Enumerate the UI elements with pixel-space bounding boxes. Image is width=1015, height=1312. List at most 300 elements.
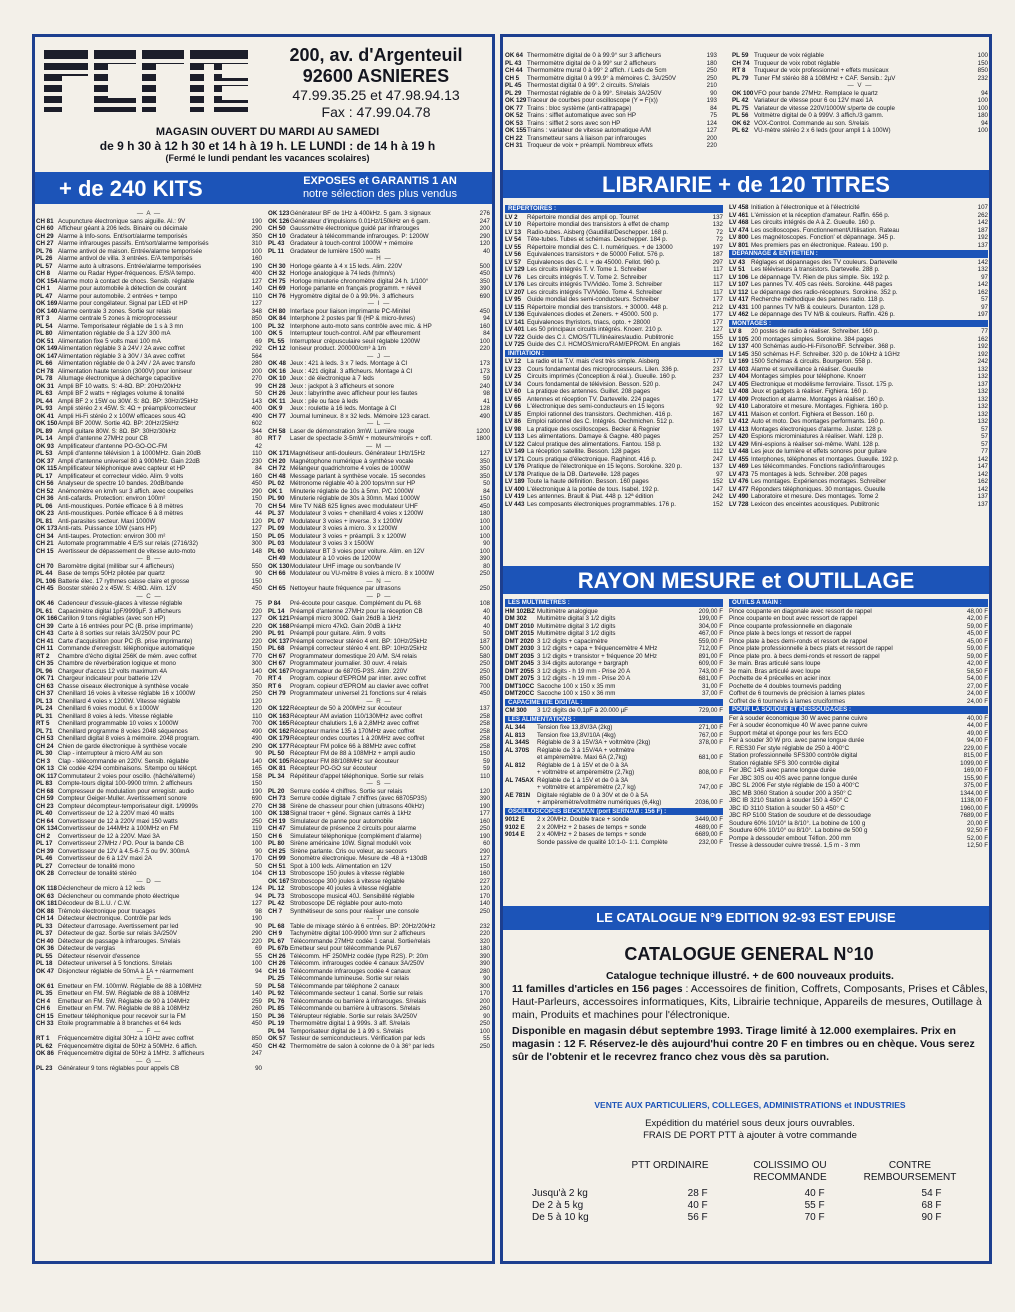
item-description: Clap - interrupteur à micro A/M au son <box>58 750 163 757</box>
list-item <box>36 570 262 578</box>
list-item <box>268 503 490 511</box>
list-item <box>505 334 723 342</box>
item-price: 681,00 F <box>698 754 723 761</box>
list-item <box>505 251 723 259</box>
item-code: LV 8 <box>729 328 742 335</box>
list-item <box>729 722 988 730</box>
item-description: Baromètre digital (millibar sur 4 afficheurs) <box>58 562 175 570</box>
list-item <box>36 1005 262 1013</box>
item-code: PL 07 <box>268 517 285 525</box>
list-item <box>36 720 262 728</box>
item-price: 197 <box>712 425 723 433</box>
list-item <box>268 240 490 248</box>
list-item <box>268 833 490 841</box>
list-item <box>505 105 717 113</box>
list-item <box>505 75 717 83</box>
list-item <box>268 1005 490 1013</box>
opening-hours <box>40 126 495 164</box>
list-item <box>268 878 490 886</box>
item-description: Digitale réglable de 0 à 30V et de 0 à 5A <box>537 791 649 799</box>
item-code: RT 1 <box>36 1035 50 1042</box>
list-item <box>268 398 490 406</box>
list-item <box>729 675 988 683</box>
item-price: 132 <box>977 388 988 395</box>
list-item <box>268 360 490 368</box>
list-item <box>268 488 490 496</box>
item-code: OK 37 <box>36 457 54 465</box>
list-item <box>268 210 490 218</box>
item-price: 850 <box>479 675 490 682</box>
list-item <box>36 495 262 503</box>
item-code: OK 51 <box>36 337 54 345</box>
item-price: 69 <box>255 337 262 345</box>
item-price: 150 <box>251 532 262 540</box>
item-description: 3 3/4 digits autorange + bargraph <box>537 660 629 667</box>
item-code: CH 99 <box>268 855 286 862</box>
item-description: Détecteur de verglas <box>58 945 116 952</box>
item-price: 97 <box>716 470 723 478</box>
item-description: Télécommande 27MHz codée 1 canal. Sortie/relais <box>290 937 431 945</box>
item-code: PL 17 <box>36 472 53 480</box>
list-item <box>505 645 723 653</box>
item-price: 167 <box>712 418 723 425</box>
item-price: 27,00 F <box>967 682 988 690</box>
shipping-price: 56 F <box>687 1212 708 1223</box>
item-description: JBC RP 5100 Station de soudure et de dessoudage <box>729 812 871 819</box>
item-description: JBC MB 3060 Station à souder 200 à 350° C <box>729 789 852 797</box>
item-price: 290 <box>251 930 262 937</box>
item-description: Thermomètre mural 0 à 99° 2 affich. / Leds de 5cm <box>527 67 667 74</box>
list-item <box>36 428 262 436</box>
item-code: PL 12 <box>268 885 285 892</box>
list-item <box>36 818 262 826</box>
item-code: CH 10 <box>268 232 286 240</box>
item-code: CH 4 <box>36 997 51 1005</box>
item-description: Gaussmètre électronique guidé par infrarouges <box>290 225 420 232</box>
shipping-header-ptt: PTT ORDINAIRE <box>631 1160 709 1171</box>
item-price <box>689 792 723 800</box>
item-price: 148 <box>251 547 262 555</box>
item-price: 378,00 F <box>698 739 723 746</box>
section-subheading: POUR LA SOUDER ET DESSOUDAGES : <box>729 706 988 714</box>
item-price: 400 <box>251 270 262 277</box>
list-item <box>505 463 723 471</box>
item-price: 450 <box>479 690 490 697</box>
list-item <box>505 615 723 623</box>
item-description: Tension fixe 13,8V/10A (4kg) <box>537 731 616 739</box>
item-price: 467,00 F <box>698 630 723 637</box>
list-item <box>505 839 723 847</box>
list-item <box>732 127 988 135</box>
item-code: PL 53 <box>36 450 53 457</box>
item-price: 690 <box>251 795 262 802</box>
item-description: Les téléviseurs à transistors. Dartevelle. 288 p. <box>751 266 880 273</box>
catalogue-description <box>512 970 988 1064</box>
item-code: 9102 E <box>505 823 525 831</box>
item-code: LV 468 <box>729 219 749 226</box>
list-item <box>36 675 262 683</box>
item-code: CH 6 <box>268 832 283 840</box>
item-description: Carte à 16 entrées pour PC (B. prise imprimante) <box>58 622 193 630</box>
item-description: Mélangeur quadrichrome 4 voies de 1000W <box>290 465 411 472</box>
list-item <box>36 983 262 991</box>
shipping-price: 40 F <box>687 1200 708 1211</box>
item-code: LV 410 <box>729 403 749 410</box>
item-description: Thermomètre digital de 0 à 99.9° sur 3 afficheurs <box>527 52 662 59</box>
list-item <box>505 112 717 120</box>
list-item <box>36 788 262 796</box>
list-item <box>268 975 490 983</box>
store-address <box>256 44 496 120</box>
item-description: Sirène parlante. Cris ou voleur, au secours <box>290 847 407 855</box>
item-code: PL 89 <box>36 427 53 435</box>
item-price: 120 <box>479 240 490 247</box>
list-item <box>729 690 988 698</box>
shipping-table-header <box>500 1160 990 1184</box>
item-description: Sirène de chasseur pour chien (ultrasons 40kHz) <box>290 802 425 810</box>
item-price: 124 <box>706 119 717 127</box>
list-item <box>729 683 988 691</box>
item-code: LV 129 <box>505 266 525 273</box>
item-code: OK 105 <box>268 757 290 765</box>
item-description: Pince coupante en bout avec ressort de rappel <box>729 615 857 622</box>
list-item <box>268 893 490 901</box>
section-subheading: OUTILS A MAIN : <box>729 599 988 607</box>
item-code: PL 17 <box>36 840 53 847</box>
item-price: 167 <box>712 410 723 418</box>
item-code: CH 75 <box>268 277 286 285</box>
item-price: 59 <box>483 757 490 765</box>
item-code: CH 41 <box>36 637 54 645</box>
list-item <box>36 488 262 496</box>
item-price: 210 <box>706 82 717 89</box>
list-item <box>505 142 717 150</box>
list-item <box>268 518 490 526</box>
item-price: 232 <box>977 74 988 82</box>
item-code: CH 50 <box>268 225 286 232</box>
list-item <box>268 368 490 376</box>
list-item <box>268 473 490 481</box>
item-code: PL 25 <box>268 975 285 982</box>
section-letter: — H — <box>366 255 392 262</box>
item-price: 117 <box>713 266 723 273</box>
item-description: Sonde passive de qualité 10:1-0- 1:1. Complète <box>537 838 668 846</box>
list-item <box>729 653 988 661</box>
item-code: CH 25 <box>268 847 286 855</box>
item-description: 3 1/2 digits de 0,1pF à 20.000 µF <box>537 707 628 714</box>
item-price: 100 <box>977 97 988 104</box>
item-price: 237 <box>712 365 723 373</box>
item-description: Sacoche 100 x 150 x 35 mm <box>537 682 616 690</box>
shipping-note-1: Expédition du matériel sous deux jours ouvrables. <box>645 1118 855 1129</box>
item-description: Ioniseur product. 200000/cm³ à 1m <box>290 345 386 352</box>
item-description: JBC IB 3210 Station à souder 150 à 450° C <box>729 797 849 804</box>
item-code: CH 54 <box>268 502 286 510</box>
item-description: Emetteur en FM. 7W. Réglable de 88 à 108MHz <box>58 1005 190 1012</box>
item-description: Guide des C.I. HCMOS/micro/RAM/EPROM. En anglais <box>527 341 681 348</box>
item-description: Modulateur 3 voies + chenillard 4 voies x 1200W <box>290 510 424 517</box>
item-price: 90 <box>483 540 490 547</box>
item-code: LV 412 <box>729 418 749 425</box>
item-code: LV 65 <box>505 395 522 403</box>
list-item <box>505 358 723 366</box>
item-description: Variateur de vitesse 220V/1000W s/perte de couple <box>754 104 895 112</box>
item-code: OK 154 <box>36 277 58 285</box>
list-item <box>36 1043 262 1051</box>
item-description: Alimentation réglable 3 à 24V / 2A avec coffret <box>58 345 185 352</box>
item-description: Télécommande ou barrière à ultrasons. S/relais <box>290 1005 421 1012</box>
item-code: LV 115 <box>505 303 525 311</box>
item-price: 190 <box>251 262 262 270</box>
list-item <box>729 204 988 212</box>
list-item <box>36 908 262 916</box>
list-item <box>268 743 490 751</box>
item-code: OK 173 <box>36 525 58 532</box>
item-code: PL 24 <box>36 705 53 712</box>
item-price: 1800 <box>476 435 490 442</box>
list-item <box>505 67 717 75</box>
item-description: Horloge géante à 4 x 15 leds. Alim. 220V <box>290 262 403 270</box>
item-description: Répertoire mondial des transistors à effet de champ <box>527 221 669 228</box>
list-item <box>268 923 490 931</box>
item-description: Convertisseur 27MHz / PO. Pour la bande CB <box>58 840 184 847</box>
item-code: OK 140 <box>36 307 58 315</box>
item-price: 155 <box>712 333 723 341</box>
item-description: Emetteur en FM. 5W. Réglable de 88 à 108MHz <box>58 990 190 997</box>
item-price: 155,90 F <box>963 774 988 782</box>
hours-note: (Fermé le lundi pendant les vacances scolaires) <box>165 153 370 163</box>
list-item <box>36 915 262 923</box>
item-code: OK 11 <box>268 397 286 405</box>
list-item <box>36 338 262 346</box>
item-code: LV 409 <box>729 395 749 403</box>
shipping-price: 90 F <box>921 1212 942 1223</box>
item-code: LV 113 <box>505 433 525 440</box>
list-item <box>505 660 723 668</box>
item-price: 100 <box>251 247 262 255</box>
item-price: 212 <box>712 303 723 311</box>
item-code: DMT 2020 <box>505 637 534 645</box>
item-price: 1099,00 F <box>960 759 988 767</box>
list-item <box>36 353 262 361</box>
list-item <box>36 1013 262 1021</box>
list-item <box>268 735 490 743</box>
item-description: Chasse oiseaux électronique à synthèse vocale <box>58 682 189 690</box>
item-code: OK 117 <box>36 772 57 780</box>
item-description: Simulateur de panne pour automobile <box>290 817 394 825</box>
item-description: Variateur de vitesse pour 6 ou 12V maxi 1A <box>754 97 873 104</box>
list-item <box>268 338 490 346</box>
item-price: 132 <box>712 221 723 228</box>
item-code: OK 84 <box>268 315 286 322</box>
item-description: Equivalences thyristors, triacs, opto. + 28000 <box>527 318 651 326</box>
item-price: 250 <box>479 585 490 592</box>
mesure-banner <box>503 566 989 594</box>
item-price: 40,00 F <box>967 714 988 722</box>
item-price: 320 <box>479 937 490 945</box>
item-description: Fer à souder 30 W pro. avec panne longue durée <box>729 737 865 744</box>
item-price: 142 <box>977 485 988 493</box>
list-item <box>505 396 723 404</box>
item-code: LV 56 <box>505 251 522 258</box>
item-description: Trains : sifflet automatique avec son HP <box>527 112 637 119</box>
item-description: Alimentation réglable 3 à 30V / 3A avec coffret <box>58 352 185 360</box>
section-letter: — G — <box>136 1057 162 1065</box>
item-price: 94 <box>981 119 988 127</box>
item-description: Télécommande infrarouges codée 4 canaux <box>290 967 411 975</box>
list-item <box>268 660 490 668</box>
item-price: 400 <box>251 405 262 412</box>
item-code: PL 57 <box>36 262 53 270</box>
item-description: Récepteur FM de 88 à 108MHz + ampli audio <box>290 750 416 757</box>
item-code: LV 10 <box>505 221 522 228</box>
item-code: RT 6 <box>268 682 282 690</box>
item-price: 97 <box>981 303 988 311</box>
item-description: Convertisseur de 12 à 220V. Maxi 3A <box>58 832 160 840</box>
item-price: 700 <box>479 682 490 690</box>
list-item <box>729 752 988 760</box>
item-description: Maison et confort. Fighiera et Besson. 160 p. <box>751 410 875 418</box>
list-item <box>505 762 723 770</box>
item-description: VU-mètre stéréo 2 x 6 leds (pour ampli 1 à 100W) <box>754 127 891 134</box>
item-price: 250 <box>479 1020 490 1027</box>
item-price: 100 <box>479 532 490 540</box>
section-letter: — T — <box>366 915 392 922</box>
item-code: PL 34 <box>268 772 285 780</box>
item-code: LV 141 <box>505 318 525 326</box>
list-item <box>36 923 262 931</box>
item-code: OK 81 <box>268 765 286 772</box>
item-description: Table de mixage stéréo à 6 entrées. BP: 20Hz/20kHz <box>290 922 436 930</box>
item-code: OK 134 <box>36 825 58 832</box>
item-description: Chenillard programmable 10 voies x 1000W <box>58 720 179 727</box>
list-item <box>505 403 723 411</box>
item-price: 100 <box>479 1027 490 1035</box>
shipping-price: 40 F <box>804 1188 825 1199</box>
item-description: Chenillard digital 8 voies à mémoire. 2048 program. <box>58 735 200 742</box>
item-price: 150 <box>977 59 988 67</box>
item-description: Stroboscope 40 joules à vitesse réglable <box>290 885 402 892</box>
item-price: 290 <box>251 742 262 750</box>
item-price: 280 <box>251 360 262 367</box>
item-code: CH 36 <box>36 495 54 502</box>
item-description: Cours fondamental des microprocesseurs. Lilen. 336 p. <box>527 365 679 373</box>
item-price: 57 <box>981 440 988 448</box>
item-description: Carte d'acquisition pour PC (B. prise imprimante) <box>58 637 193 645</box>
list-item <box>268 315 490 323</box>
item-description: Détecteur de passage à infrarouges. S/relais <box>58 937 181 945</box>
list-item <box>729 212 988 220</box>
item-code: CH 30 <box>268 262 286 270</box>
list-item <box>729 638 988 646</box>
item-price: 250 <box>479 825 490 832</box>
item-price: 290 <box>479 232 490 240</box>
item-description: Jeux : roulette à 16 leds. Montage à CI <box>290 405 397 412</box>
list-item <box>268 765 490 773</box>
list-item <box>36 750 262 758</box>
list-item <box>732 97 988 105</box>
item-description: Program. copieur d'EPROM au clavier avec coffret <box>290 682 429 690</box>
item-code: OK 168 <box>268 622 290 630</box>
item-price: 127 <box>251 615 262 622</box>
item-description: Convertisseur de 6 à 12V maxi 2A <box>58 855 152 862</box>
list-item <box>268 248 490 256</box>
item-code: RT 4 <box>268 675 282 682</box>
list-item <box>268 1013 490 1021</box>
item-code: PL 56 <box>732 112 749 119</box>
item-price: 147 <box>977 463 988 470</box>
item-code: CH 1 <box>36 285 51 292</box>
list-item <box>732 120 988 128</box>
item-code: CH 32 <box>268 270 286 277</box>
item-price: 450 <box>251 585 262 592</box>
list-item <box>505 60 717 68</box>
item-price: 259 <box>251 997 262 1005</box>
item-code: AL 344 <box>505 724 526 731</box>
list-item <box>505 304 723 312</box>
item-code: LV 474 <box>729 226 749 234</box>
item-description: Horloge minuterie chronomètre digital 24 h. 1/100° <box>290 277 429 285</box>
item-price: 348 <box>251 307 262 315</box>
item-code: OK 137 <box>268 637 290 645</box>
item-price: 229,00 F <box>963 744 988 752</box>
list-item <box>36 308 262 316</box>
item-code: DMT 2030 <box>505 645 534 652</box>
item-description: Les 50 principaux circuits intégrés. Knoerr. 210 p. <box>527 326 663 333</box>
item-price: 50 <box>483 630 490 637</box>
item-price: 150 <box>251 577 262 585</box>
item-description: Chenillard 4 voies x 1200W. Vitesse réglable <box>58 697 181 705</box>
item-price: 57 <box>981 425 988 433</box>
item-price: 450 <box>479 502 490 510</box>
list-item <box>268 510 490 518</box>
section-subheading: LES MULTIMETRES : <box>505 599 723 607</box>
item-description: Serrure codée 4 chiffres. Sortie sur relais <box>290 787 403 795</box>
item-price: 500 <box>479 645 490 652</box>
item-price: 100 <box>251 330 262 337</box>
item-description: Réponders téléphoniques. 30 montages. Gueulle <box>751 485 886 493</box>
section-letter: — B — <box>136 555 162 562</box>
list-item <box>729 715 988 723</box>
item-description: Circuits imprimés (Conception & réal.). Gueulle. 160 p. <box>527 373 677 380</box>
item-code: DMT 2045 <box>505 660 534 667</box>
list-item <box>268 555 490 563</box>
item-price: 173 <box>479 360 490 367</box>
item-code: CH 45 <box>36 585 54 592</box>
item-description: Les circuits intégrés TV/Vidéo. Tome 4. Schreiber <box>527 288 663 296</box>
item-description: 400 Schémas audio-Hi-Fi/sono/BF. Schreiber. 368 p. <box>751 343 896 350</box>
item-price: 304,00 F <box>698 622 723 630</box>
item-description: 100 pannes TV N/B & couleurs. Duranton. 128 p. <box>751 303 886 311</box>
item-code: LV 207 <box>505 288 525 296</box>
item-code: OK 155 <box>505 127 527 134</box>
item-description: Télérupteur réglable. Sortie sur relais 3A/250V <box>290 1012 418 1020</box>
item-description: Thermomètre digital 1 à 999s. 3 aff. S/relais <box>290 1020 410 1027</box>
item-code: OK 57 <box>268 1035 286 1042</box>
item-code: LV 400 <box>505 485 525 493</box>
item-price: 390 <box>479 960 490 967</box>
list-item <box>268 870 490 878</box>
item-description: Ampli BF 2 x 15W ou 30W. S: 8Ω. BP: 30Hz/25kHz <box>58 397 199 405</box>
item-description: Les montages. Expériences montages. Schreiber <box>751 478 887 485</box>
list-item <box>36 743 262 751</box>
item-price: 94 <box>255 967 262 975</box>
item-description: Réglages et dépannages des TV couleurs. Dartevelle <box>751 258 898 266</box>
item-description: Emetteur téléphonique pour recevoir sur la FM <box>58 1012 186 1020</box>
list-item <box>732 52 988 60</box>
list-item <box>268 1020 490 1028</box>
item-code: OK 36 <box>36 945 54 952</box>
